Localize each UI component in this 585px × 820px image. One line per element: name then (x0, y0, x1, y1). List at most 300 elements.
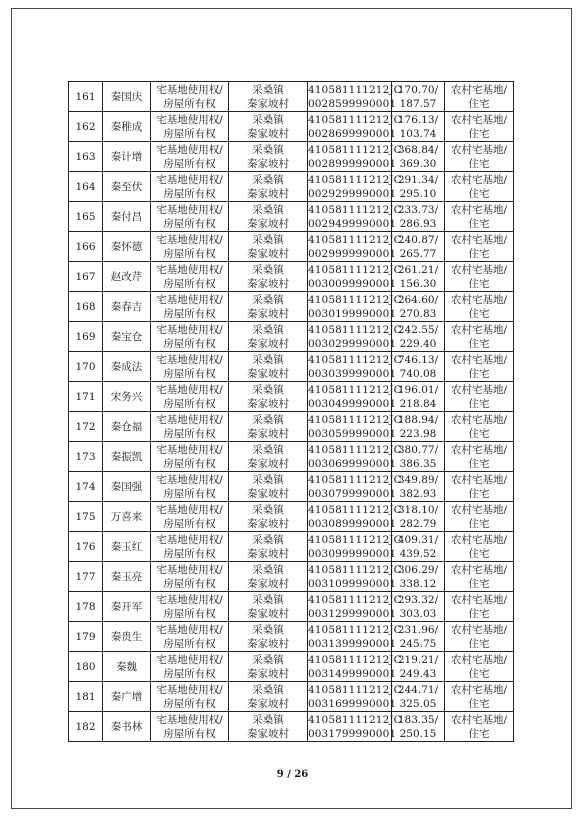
location-cell-line: 采桑镇 (252, 323, 284, 336)
right-type-cell-line: 房屋所有权 (163, 667, 216, 680)
row-number-cell: 171 (69, 382, 103, 412)
right-type-cell-line: 宅基地使用权/ (156, 623, 223, 636)
area-cell (392, 592, 445, 622)
row-number-cell: 164 (69, 172, 103, 202)
land-use-cell (445, 412, 514, 442)
location-cell-line: 秦家坡村 (247, 697, 289, 710)
owner-name-cell: 秦书林 (103, 712, 151, 742)
owner-name-cell: 秦付昌 (103, 202, 151, 232)
table-row (69, 622, 514, 652)
area-cell-line: 245.75 (399, 637, 437, 650)
table-row (69, 412, 514, 442)
land-use-cell-line: 农村宅基地/ (450, 323, 508, 336)
parcel-code-cell-line: 410581111212JC (308, 113, 402, 126)
parcel-code-cell-line: 0030099990001 (308, 277, 397, 290)
right-type-cell-line: 宅基地使用权/ (156, 713, 223, 726)
right-type-cell-line: 房屋所有权 (163, 277, 216, 290)
parcel-code-cell-line: 410581111212JC (308, 173, 402, 186)
parcel-code-cell (308, 442, 402, 472)
parcel-code-cell (308, 472, 402, 502)
area-cell-line: 233.73/ (397, 203, 439, 216)
location-cell (229, 682, 308, 712)
land-use-cell (445, 562, 514, 592)
area-cell-line: 270.83 (399, 307, 437, 320)
parcel-code-cell-line: 410581111212JC (308, 473, 402, 486)
right-type-cell-line: 宅基地使用权/ (156, 593, 223, 606)
owner-name-cell: 秦春吉 (103, 292, 151, 322)
table-row (69, 712, 514, 742)
location-cell-line: 采桑镇 (252, 593, 284, 606)
parcel-code-cell (308, 262, 402, 292)
parcel-code-cell (308, 232, 402, 262)
location-cell (229, 652, 308, 682)
location-cell-line: 采桑镇 (252, 113, 284, 126)
right-type-cell-line: 宅基地使用权/ (156, 473, 223, 486)
land-use-cell-line: 住宅 (468, 457, 490, 470)
parcel-code-cell-line: 0029999990001 (308, 247, 397, 260)
land-use-cell (445, 322, 514, 352)
land-use-cell-line: 农村宅基地/ (450, 173, 508, 186)
right-type-cell (151, 532, 229, 562)
parcel-code-cell (308, 352, 402, 382)
parcel-code-cell-line: 410581111212JC (308, 203, 402, 216)
land-use-cell (445, 142, 514, 172)
right-type-cell-line: 宅基地使用权/ (156, 323, 223, 336)
owner-name-cell: 秦国强 (103, 472, 151, 502)
area-cell-line: 306.29/ (397, 563, 439, 576)
right-type-cell-line: 宅基地使用权/ (156, 683, 223, 696)
right-type-cell-line: 宅基地使用权/ (156, 233, 223, 246)
table-row (69, 442, 514, 472)
location-cell-line: 秦家坡村 (247, 157, 289, 170)
location-cell (229, 112, 308, 142)
parcel-code-cell (308, 292, 402, 322)
land-use-cell (445, 502, 514, 532)
land-use-cell (445, 232, 514, 262)
right-type-cell-line: 宅基地使用权/ (156, 353, 223, 366)
parcel-code-cell-line: 410581111212JC (308, 353, 402, 366)
parcel-code-cell-line: 0028699990001 (308, 127, 397, 140)
land-use-cell-line: 农村宅基地/ (450, 533, 508, 546)
parcel-code-cell (308, 622, 402, 652)
location-cell-line: 秦家坡村 (247, 277, 289, 290)
area-cell-line: 219.21/ (397, 653, 439, 666)
land-use-cell-line: 农村宅基地/ (450, 563, 508, 576)
location-cell-line: 秦家坡村 (247, 667, 289, 680)
land-use-cell (445, 382, 514, 412)
row-number-cell: 173 (69, 442, 103, 472)
right-type-cell (151, 442, 229, 472)
table-row (69, 502, 514, 532)
area-cell (392, 712, 445, 742)
location-cell (229, 592, 308, 622)
registry-table (68, 81, 514, 742)
parcel-code-cell-line: 410581111212JC (308, 713, 402, 726)
location-cell (229, 322, 308, 352)
right-type-cell (151, 682, 229, 712)
table-row (69, 682, 514, 712)
owner-name-cell: 赵改芹 (103, 262, 151, 292)
land-use-cell-line: 农村宅基地/ (450, 143, 508, 156)
land-use-cell-line: 农村宅基地/ (450, 113, 508, 126)
owner-name-cell: 秦开军 (103, 592, 151, 622)
table-row (69, 202, 514, 232)
right-type-cell-line: 宅基地使用权/ (156, 413, 223, 426)
area-cell-line: 325.05 (399, 697, 437, 710)
area-cell (392, 652, 445, 682)
parcel-code-cell-line: 0030799990001 (308, 487, 397, 500)
row-number-cell: 174 (69, 472, 103, 502)
parcel-code-cell-line: 410581111212JC (308, 293, 402, 306)
land-use-cell (445, 82, 514, 112)
right-type-cell (151, 262, 229, 292)
land-use-cell-line: 农村宅基地/ (450, 653, 508, 666)
area-cell-line: 409.31/ (397, 533, 439, 546)
location-cell-line: 采桑镇 (252, 563, 284, 576)
location-cell (229, 262, 308, 292)
location-cell (229, 442, 308, 472)
parcel-code-cell-line: 0030199990001 (308, 307, 397, 320)
row-number-cell: 165 (69, 202, 103, 232)
area-cell-line: 240.87/ (397, 233, 439, 246)
page-number: 9 / 26 (276, 769, 309, 780)
area-cell-line: 261.21/ (397, 263, 439, 276)
land-use-cell-line: 农村宅基地/ (450, 413, 508, 426)
right-type-cell (151, 412, 229, 442)
parcel-code-cell (308, 112, 402, 142)
right-type-cell (151, 562, 229, 592)
location-cell (229, 472, 308, 502)
area-cell (392, 112, 445, 142)
row-number-cell: 178 (69, 592, 103, 622)
location-cell (229, 232, 308, 262)
right-type-cell-line: 房屋所有权 (163, 217, 216, 230)
area-cell-line: 740.08 (399, 367, 437, 380)
land-use-cell-line: 农村宅基地/ (450, 293, 508, 306)
right-type-cell-line: 房屋所有权 (163, 697, 216, 710)
right-type-cell (151, 352, 229, 382)
parcel-code-cell-line: 0031099990001 (308, 577, 397, 590)
land-use-cell-line: 农村宅基地/ (450, 623, 508, 636)
location-cell-line: 秦家坡村 (247, 367, 289, 380)
area-cell (392, 382, 445, 412)
area-cell-line: 293.32/ (397, 593, 439, 606)
land-use-cell (445, 292, 514, 322)
land-use-cell-line: 农村宅基地/ (450, 713, 508, 726)
parcel-code-cell-line: 0028599990001 (308, 97, 397, 110)
right-type-cell-line: 房屋所有权 (163, 337, 216, 350)
right-type-cell-line: 房屋所有权 (163, 127, 216, 140)
parcel-code-cell-line: 410581111212JC (308, 653, 402, 666)
area-cell-line: 264.60/ (397, 293, 439, 306)
parcel-code-cell-line: 0030299990001 (308, 337, 397, 350)
table-body (69, 82, 514, 742)
area-cell-line: 196.01/ (397, 383, 439, 396)
land-use-cell-line: 住宅 (468, 247, 490, 260)
location-cell (229, 382, 308, 412)
area-cell (392, 622, 445, 652)
owner-name-cell: 秦宝仓 (103, 322, 151, 352)
location-cell-line: 秦家坡村 (247, 427, 289, 440)
table-row (69, 652, 514, 682)
area-cell (392, 262, 445, 292)
area-cell-line: 386.35 (399, 457, 437, 470)
right-type-cell-line: 宅基地使用权/ (156, 173, 223, 186)
right-type-cell-line: 宅基地使用权/ (156, 263, 223, 276)
area-cell-line: 382.93 (399, 487, 437, 500)
land-use-cell-line: 住宅 (468, 187, 490, 200)
land-use-cell-line: 住宅 (468, 667, 490, 680)
right-type-cell-line: 房屋所有权 (163, 157, 216, 170)
row-number-cell: 175 (69, 502, 103, 532)
land-use-cell-line: 住宅 (468, 307, 490, 320)
land-use-cell-line: 住宅 (468, 517, 490, 530)
location-cell-line: 采桑镇 (252, 233, 284, 246)
area-cell-line: 746.13/ (397, 353, 439, 366)
location-cell-line: 秦家坡村 (247, 487, 289, 500)
right-type-cell-line: 房屋所有权 (163, 427, 216, 440)
land-use-cell-line: 住宅 (468, 547, 490, 560)
location-cell (229, 352, 308, 382)
parcel-code-cell-line: 410581111212JC (308, 623, 402, 636)
owner-name-cell: 秦仓福 (103, 412, 151, 442)
right-type-cell-line: 宅基地使用权/ (156, 653, 223, 666)
area-cell-line: 295.10 (399, 187, 437, 200)
location-cell (229, 532, 308, 562)
land-use-cell (445, 172, 514, 202)
area-cell (392, 82, 445, 112)
area-cell-line: 338.12 (399, 577, 437, 590)
area-cell (392, 172, 445, 202)
right-type-cell (151, 622, 229, 652)
land-use-cell-line: 住宅 (468, 577, 490, 590)
area-cell (392, 202, 445, 232)
area-cell-line: 218.84 (399, 397, 437, 410)
location-cell-line: 秦家坡村 (247, 97, 289, 110)
right-type-cell (151, 652, 229, 682)
parcel-code-cell (308, 322, 402, 352)
parcel-code-cell-line: 410581111212JC (308, 233, 402, 246)
right-type-cell (151, 82, 229, 112)
parcel-code-cell (308, 652, 402, 682)
parcel-code-cell-line: 0031799990001 (308, 727, 397, 740)
right-type-cell-line: 房屋所有权 (163, 547, 216, 560)
land-use-cell-line: 农村宅基地/ (450, 683, 508, 696)
area-cell-line: 223.98 (399, 427, 437, 440)
right-type-cell-line: 房屋所有权 (163, 97, 216, 110)
owner-name-cell: 秦稚成 (103, 112, 151, 142)
table-row (69, 352, 514, 382)
parcel-code-cell-line: 0028999990001 (308, 157, 397, 170)
location-cell-line: 秦家坡村 (247, 607, 289, 620)
right-type-cell-line: 房屋所有权 (163, 247, 216, 260)
location-cell-line: 采桑镇 (252, 473, 284, 486)
land-use-cell-line: 住宅 (468, 607, 490, 620)
location-cell-line: 采桑镇 (252, 203, 284, 216)
land-use-cell (445, 472, 514, 502)
land-use-cell-line: 农村宅基地/ (450, 473, 508, 486)
owner-name-cell: 秦玉亮 (103, 562, 151, 592)
right-type-cell-line: 宅基地使用权/ (156, 563, 223, 576)
parcel-code-cell-line: 0030599990001 (308, 427, 397, 440)
right-type-cell-line: 宅基地使用权/ (156, 443, 223, 456)
land-use-cell-line: 农村宅基地/ (450, 593, 508, 606)
table-row (69, 472, 514, 502)
parcel-code-cell-line: 410581111212JC (308, 143, 402, 156)
right-type-cell (151, 322, 229, 352)
location-cell-line: 采桑镇 (252, 623, 284, 636)
owner-name-cell: 秦贵生 (103, 622, 151, 652)
land-use-cell-line: 农村宅基地/ (450, 353, 508, 366)
parcel-code-cell (308, 382, 402, 412)
parcel-code-cell-line: 0030499990001 (308, 397, 397, 410)
area-cell (392, 472, 445, 502)
row-number-cell: 170 (69, 352, 103, 382)
location-cell-line: 采桑镇 (252, 713, 284, 726)
parcel-code-cell-line: 410581111212JC (308, 683, 402, 696)
location-cell (229, 622, 308, 652)
area-cell (392, 502, 445, 532)
row-number-cell: 167 (69, 262, 103, 292)
parcel-code-cell-line: 0030399990001 (308, 367, 397, 380)
location-cell-line: 秦家坡村 (247, 727, 289, 740)
location-cell-line: 秦家坡村 (247, 517, 289, 530)
right-type-cell (151, 502, 229, 532)
parcel-code-cell (308, 592, 402, 622)
parcel-code-cell-line: 0029499990001 (308, 217, 397, 230)
location-cell-line: 秦家坡村 (247, 547, 289, 560)
land-use-cell-line: 住宅 (468, 427, 490, 440)
location-cell (229, 502, 308, 532)
location-cell (229, 562, 308, 592)
location-cell (229, 82, 308, 112)
right-type-cell (151, 472, 229, 502)
right-type-cell-line: 房屋所有权 (163, 517, 216, 530)
right-type-cell (151, 202, 229, 232)
area-cell-line: 229.40 (399, 337, 437, 350)
land-use-cell-line: 住宅 (468, 487, 490, 500)
area-cell-line: 349.89/ (397, 473, 439, 486)
area-cell-line: 242.55/ (397, 323, 439, 336)
row-number-cell: 180 (69, 652, 103, 682)
parcel-code-cell (308, 142, 402, 172)
owner-name-cell: 秦计增 (103, 142, 151, 172)
table-row (69, 292, 514, 322)
parcel-code-cell (308, 172, 402, 202)
area-cell-line: 250.15 (399, 727, 437, 740)
land-use-cell-line: 住宅 (468, 277, 490, 290)
land-use-cell (445, 592, 514, 622)
land-use-cell (445, 532, 514, 562)
location-cell-line: 采桑镇 (252, 143, 284, 156)
area-cell-line: 183.35/ (397, 713, 439, 726)
parcel-code-cell-line: 0031299990001 (308, 607, 397, 620)
right-type-cell (151, 712, 229, 742)
location-cell-line: 采桑镇 (252, 683, 284, 696)
location-cell (229, 142, 308, 172)
right-type-cell-line: 房屋所有权 (163, 487, 216, 500)
location-cell (229, 202, 308, 232)
land-use-cell (445, 202, 514, 232)
area-cell (392, 292, 445, 322)
land-use-cell-line: 住宅 (468, 727, 490, 740)
land-use-cell-line: 住宅 (468, 697, 490, 710)
location-cell-line: 采桑镇 (252, 443, 284, 456)
area-cell-line: 439.52 (399, 547, 437, 560)
area-cell (392, 352, 445, 382)
right-type-cell-line: 宅基地使用权/ (156, 83, 223, 96)
area-cell-line: 282.79 (399, 517, 437, 530)
area-cell (392, 232, 445, 262)
owner-name-cell: 万喜来 (103, 502, 151, 532)
row-number-cell: 161 (69, 82, 103, 112)
parcel-code-cell-line: 410581111212JC (308, 413, 402, 426)
land-use-cell (445, 442, 514, 472)
area-cell-line: 303.03 (399, 607, 437, 620)
parcel-code-cell-line: 410581111212JC (308, 383, 402, 396)
right-type-cell (151, 172, 229, 202)
table-row (69, 562, 514, 592)
right-type-cell (151, 232, 229, 262)
area-cell-line: 187.57 (399, 97, 437, 110)
land-use-cell-line: 农村宅基地/ (450, 263, 508, 276)
parcel-code-cell-line: 0029299990001 (308, 187, 397, 200)
row-number-cell: 176 (69, 532, 103, 562)
owner-name-cell: 秦怀德 (103, 232, 151, 262)
land-use-cell-line: 农村宅基地/ (450, 203, 508, 216)
location-cell (229, 292, 308, 322)
owner-name-cell: 秦至伏 (103, 172, 151, 202)
land-use-cell-line: 农村宅基地/ (450, 83, 508, 96)
parcel-code-cell (308, 412, 402, 442)
right-type-cell (151, 592, 229, 622)
area-cell-line: 318.10/ (397, 503, 439, 516)
land-use-cell-line: 农村宅基地/ (450, 233, 508, 246)
right-type-cell-line: 房屋所有权 (163, 577, 216, 590)
land-use-cell-line: 住宅 (468, 127, 490, 140)
table-row (69, 232, 514, 262)
right-type-cell (151, 382, 229, 412)
owner-name-cell: 秦成法 (103, 352, 151, 382)
land-use-cell-line: 农村宅基地/ (450, 503, 508, 516)
land-use-cell-line: 住宅 (468, 367, 490, 380)
parcel-code-cell-line: 410581111212JC (308, 83, 402, 96)
table-row (69, 592, 514, 622)
owner-name-cell: 秦魏 (103, 652, 151, 682)
area-cell (392, 682, 445, 712)
land-use-cell (445, 262, 514, 292)
location-cell-line: 秦家坡村 (247, 397, 289, 410)
location-cell-line: 秦家坡村 (247, 337, 289, 350)
table-row (69, 142, 514, 172)
land-use-cell-line: 住宅 (468, 337, 490, 350)
row-number-cell: 182 (69, 712, 103, 742)
area-cell (392, 412, 445, 442)
parcel-code-cell-line: 410581111212JC (308, 563, 402, 576)
table-row (69, 322, 514, 352)
parcel-code-cell (308, 562, 402, 592)
parcel-code-cell-line: 0030899990001 (308, 517, 397, 530)
parcel-code-cell-line: 0031699990001 (308, 697, 397, 710)
table-row (69, 82, 514, 112)
parcel-code-cell-line: 410581111212JC (308, 323, 402, 336)
row-number-cell: 172 (69, 412, 103, 442)
area-cell-line: 380.77/ (397, 443, 439, 456)
location-cell-line: 采桑镇 (252, 503, 284, 516)
row-number-cell: 181 (69, 682, 103, 712)
location-cell-line: 采桑镇 (252, 293, 284, 306)
location-cell-line: 秦家坡村 (247, 127, 289, 140)
